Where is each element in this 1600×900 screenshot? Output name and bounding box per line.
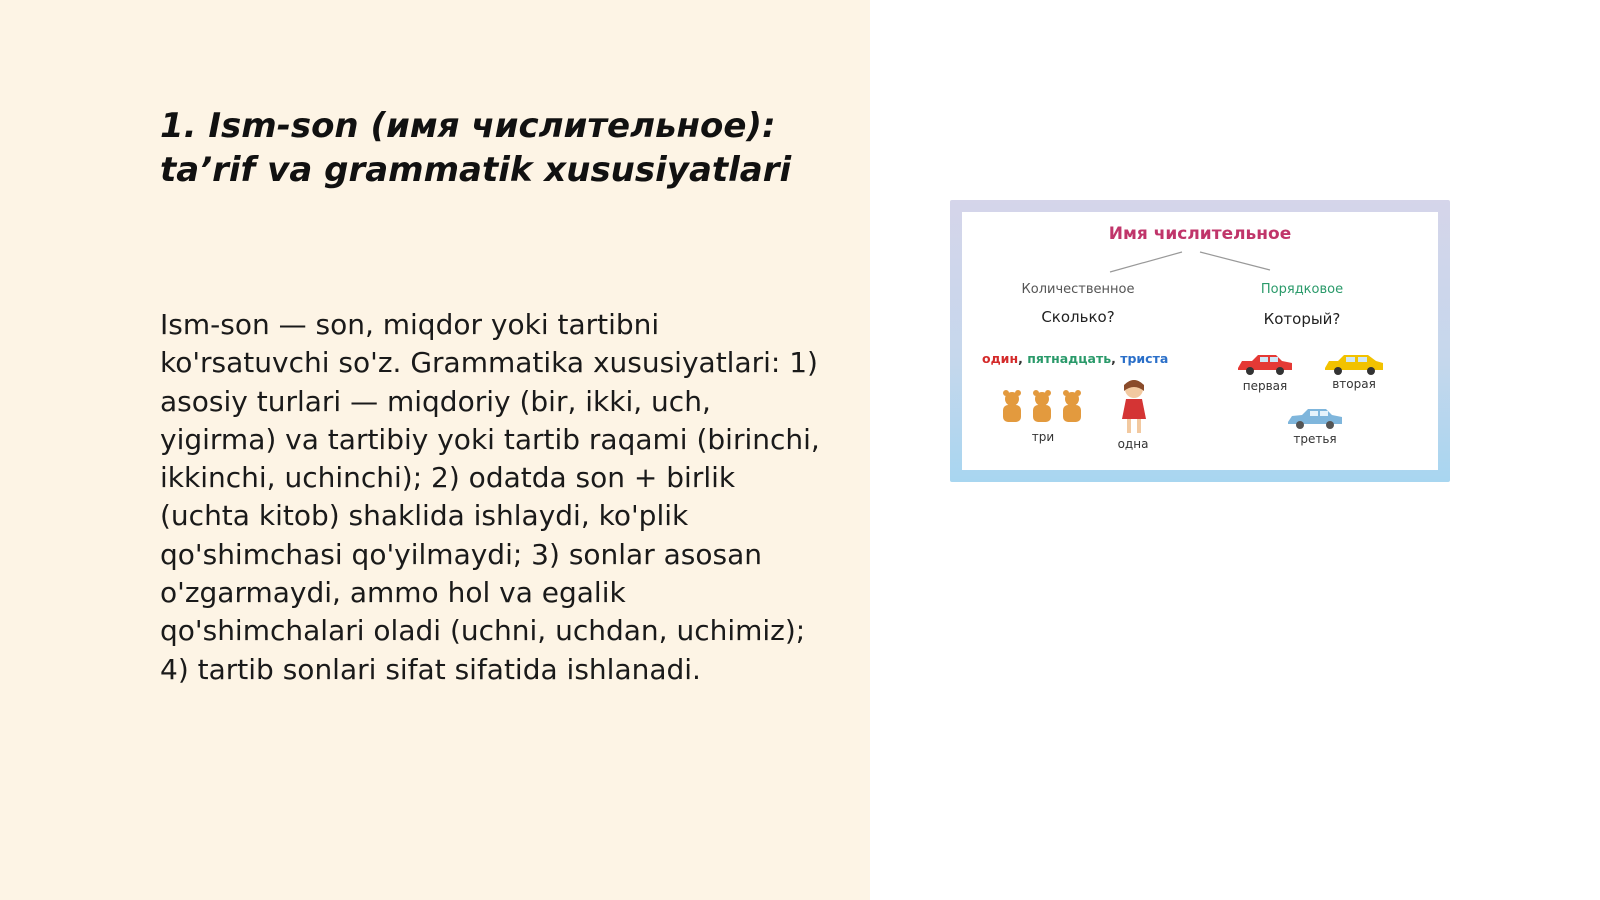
cardinal-question: Сколько? (1041, 308, 1115, 326)
ordinal-question: Который? (1263, 310, 1341, 328)
example-three-hundred: триста (1120, 351, 1169, 366)
diagram-title: Имя числительное (1108, 224, 1292, 244)
slide-title-line-1: 1. Ism-son (имя числительное): (160, 106, 776, 146)
branch-line-left (1110, 252, 1182, 272)
girl-label: одна (1117, 437, 1149, 451)
three-bears-illustration (998, 390, 1086, 424)
slide-title-line-2: ta’rif va grammatik xususiyatlari (160, 150, 792, 190)
numeral-diagram-image (950, 200, 1450, 482)
slide-body-text: Ism-son — son, miqdor yoki tartibni ko'rsatuvchi so'z. Grammatika xususiyatlari: 1) asosiy turlari — miqdoriy (bir, ikki, uch, yigirma) va tartibiy yoki tartib raqami (birinchi, ikkinchi, uchinchi); 2) odatda son + birlik (uchta kitob) shaklida ishlaydi, ko'plik qo'shimchasi qo'yilmaydi; 3) sonlar asosan o'zgarmaydi, ammo hol va egalik qo'shimchalari oladi (uchni, uchdan, uchimiz); 4) tartib sonlari sifat sifatida ishlanadi. (160, 308, 820, 686)
branch-line-right (1200, 252, 1270, 270)
ordinal-category-label: Порядковое (1260, 282, 1344, 297)
yellow-car-illustration (1322, 352, 1386, 376)
car-1-label: первая (1242, 379, 1288, 393)
girl-illustration (1112, 377, 1156, 437)
car-3-label: третья (1293, 432, 1337, 446)
red-car-illustration (1234, 352, 1296, 376)
cardinal-category-label: Количественное (1021, 282, 1135, 297)
example-fifteen: пятнадцать (1027, 351, 1112, 366)
example-one: один (982, 351, 1019, 366)
blue-car-illustration (1284, 406, 1346, 430)
car-2-label: вторая (1332, 377, 1376, 391)
example-separator-2: , (1111, 351, 1116, 366)
bears-label: три (1031, 430, 1055, 444)
slide-title (160, 104, 840, 192)
example-separator-1: , (1018, 351, 1023, 366)
diagram-canvas (962, 212, 1438, 470)
cardinal-examples (982, 351, 1168, 366)
